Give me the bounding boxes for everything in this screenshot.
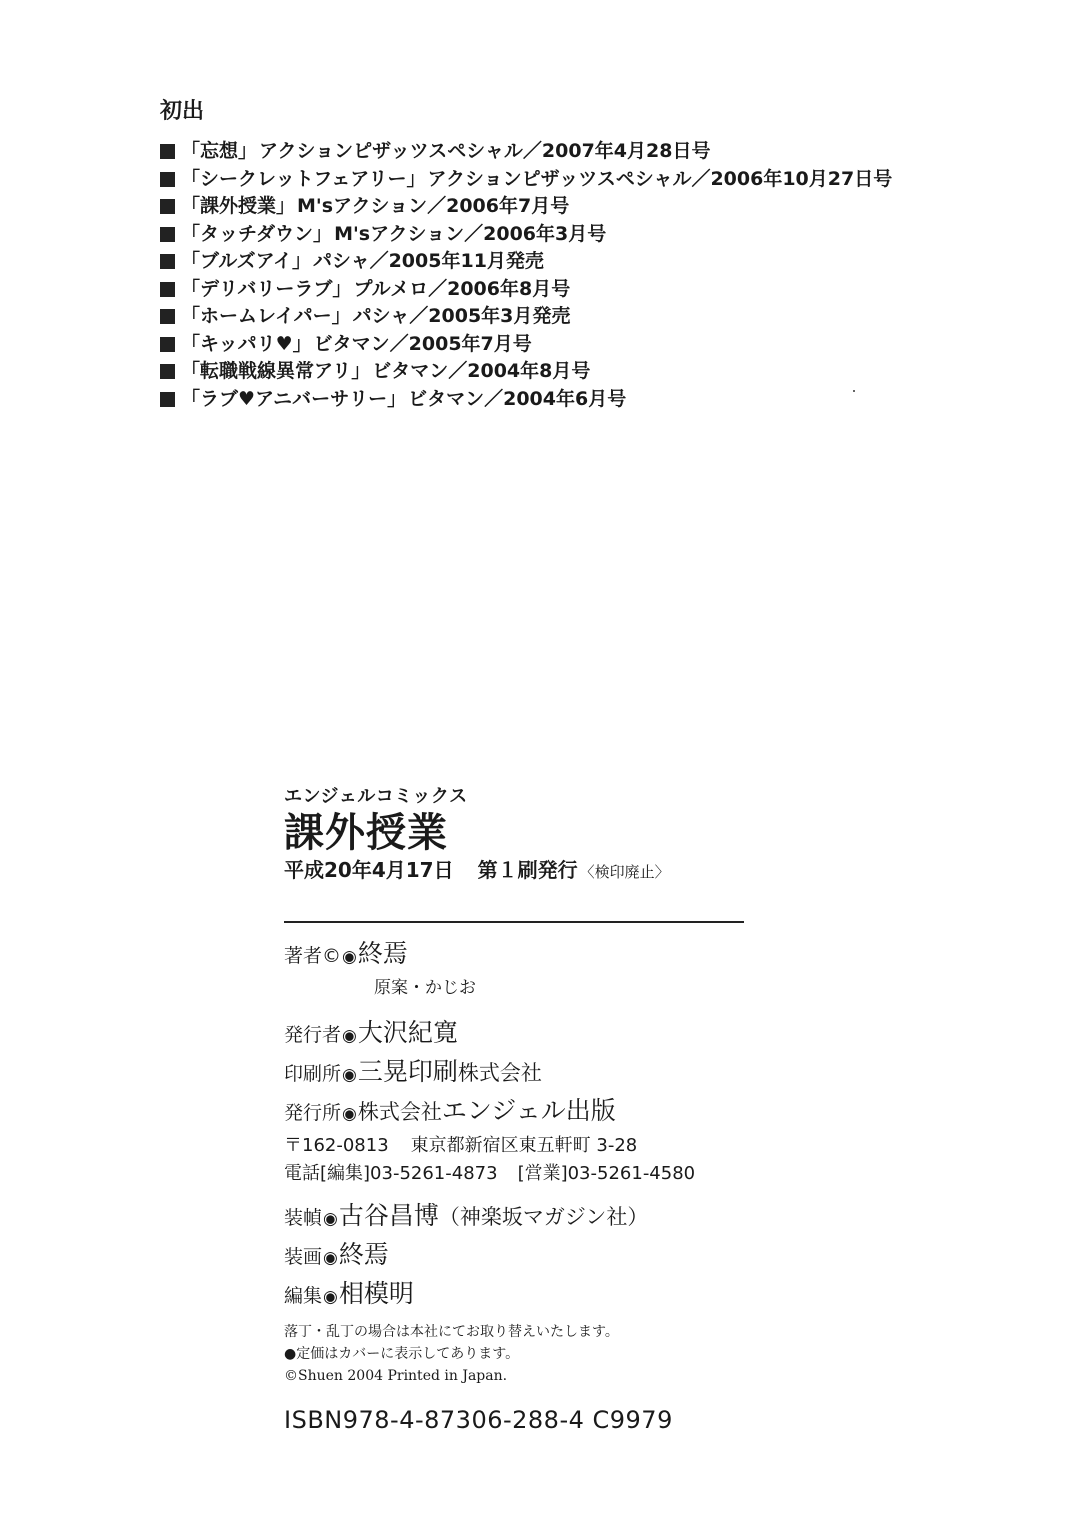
- author-name: 終焉: [357, 939, 408, 968]
- story-venue: プルメロ／2006年8月号: [353, 277, 571, 300]
- story-venue: ビタマン／2004年8月号: [372, 360, 591, 382]
- designer-affiliation: （神楽坂マガジン社）: [438, 1205, 649, 1229]
- design-row: [284, 1198, 1044, 1237]
- defect-notice: 落丁・乱丁の場合は本社にてお取り替えいたします。: [284, 1324, 619, 1340]
- bullseye-icon: ◉: [323, 1248, 338, 1268]
- original-story-credit: 原案・かじお: [374, 978, 476, 998]
- square-bullet-icon: [160, 172, 175, 187]
- publisher-label: 発行者: [284, 1024, 342, 1046]
- list-item: [160, 221, 892, 249]
- square-bullet-icon: [160, 364, 175, 379]
- story-title: 「忘想」: [181, 140, 258, 162]
- phone-sales: [営業]03-5261-4580: [517, 1163, 696, 1184]
- publisher-row: [284, 1015, 1044, 1054]
- author-label: 著者©: [284, 945, 342, 967]
- edition-line: [284, 856, 1044, 886]
- isbn: ISBN978-4-87306-288-4 C9979: [284, 1406, 673, 1434]
- list-item: [160, 331, 892, 359]
- story-title: 「課外授業」: [181, 195, 296, 217]
- editor-name: 相模明: [338, 1279, 414, 1308]
- square-bullet-icon: [160, 337, 175, 352]
- bullseye-icon: ◉: [323, 1209, 338, 1229]
- phone-line: [284, 1160, 1044, 1188]
- story-venue: M'sアクション／2006年7月号: [297, 195, 570, 217]
- publishing-house-row: [284, 1093, 1044, 1132]
- designer-name: 古谷昌博: [338, 1201, 439, 1230]
- bullseye-icon: ◉: [342, 1065, 357, 1085]
- list-item: [160, 303, 892, 331]
- illustration-row: [284, 1237, 1044, 1276]
- publishing-house-name: エンジェル出版: [441, 1096, 616, 1125]
- story-venue: ビタマン／2004年6月号: [408, 387, 627, 410]
- edition-print: 第１刷発行: [477, 858, 578, 882]
- price-notice: ●定価はカバーに表示してあります。: [284, 1346, 520, 1362]
- postal-code: 〒162-0813: [284, 1135, 389, 1156]
- publishing-house-label: 発行所: [284, 1102, 342, 1124]
- story-title: 「ホームレイパー」: [181, 305, 351, 327]
- story-title: 「タッチダウン」: [181, 222, 333, 245]
- credits-block: [284, 936, 1044, 1435]
- printer-suffix: 株式会社: [457, 1061, 542, 1085]
- bullseye-icon: ◉: [342, 947, 357, 967]
- list-item: [160, 248, 892, 276]
- imprint-label: エンジェルコミックス: [284, 786, 468, 807]
- divider: [284, 921, 744, 923]
- story-venue: ビタマン／2005年7月号: [313, 332, 532, 355]
- square-bullet-icon: [160, 392, 175, 407]
- notes-block: [284, 1321, 1044, 1387]
- phone-editorial: [編集]03-5261-4873: [320, 1163, 498, 1184]
- illustration-label: 装画: [284, 1246, 323, 1268]
- story-venue: パシャ／2005年3月発売: [352, 305, 571, 327]
- story-venue: M'sアクション／2006年3月号: [334, 222, 607, 245]
- square-bullet-icon: [160, 144, 175, 159]
- list-item: [160, 276, 892, 304]
- square-bullet-icon: [160, 309, 175, 324]
- story-title: 「シークレットフェアリー」: [181, 167, 426, 190]
- list-item: [160, 193, 892, 221]
- address: 東京都新宿区東五軒町 3-28: [410, 1135, 638, 1156]
- colophon-section: [284, 786, 1044, 1434]
- list-item: [160, 138, 892, 166]
- book-title: 課外授業: [284, 810, 448, 856]
- address-line: [284, 1132, 1044, 1160]
- square-bullet-icon: [160, 227, 175, 242]
- printer-label: 印刷所: [284, 1063, 342, 1085]
- square-bullet-icon: [160, 199, 175, 214]
- list-item: [160, 166, 892, 194]
- printer-name: 三晃印刷: [357, 1057, 458, 1086]
- editor-label: 編集: [284, 1285, 323, 1307]
- story-title: 「ブルズアイ」: [181, 250, 311, 272]
- editor-row: [284, 1276, 1044, 1315]
- list-item: [160, 358, 892, 386]
- publishing-house-prefix: 株式会社: [357, 1100, 442, 1124]
- story-venue: パシャ／2005年11月発売: [312, 250, 544, 272]
- first-publication-heading: 初出: [160, 99, 205, 124]
- phone-label: 電話: [284, 1163, 320, 1184]
- bullseye-icon: ◉: [342, 1104, 357, 1124]
- story-venue: アクションピザッツスペシャル／2007年4月28日号: [259, 140, 711, 162]
- edition-date: 平成20年4月17日: [284, 858, 454, 882]
- first-publication-section: [160, 98, 892, 413]
- square-bullet-icon: [160, 282, 175, 297]
- copyright-notice: ©Shuen 2004 Printed in Japan.: [284, 1368, 508, 1384]
- bullseye-icon: ◉: [323, 1287, 338, 1307]
- list-item: [160, 386, 892, 414]
- story-title: 「デリバリーラブ」: [181, 277, 352, 300]
- story-title: 「ラブ♥アニバーサリー」: [181, 387, 407, 410]
- printer-row: [284, 1054, 1044, 1093]
- story-title: 「キッパリ♥」: [181, 332, 312, 355]
- story-venue: アクションピザッツスペシャル／2006年10月27日号: [427, 167, 893, 190]
- design-label: 装幀: [284, 1207, 323, 1229]
- author-row: [284, 936, 1044, 975]
- publisher-name: 大沢紀寛: [357, 1018, 458, 1047]
- illustrator-name: 終焉: [338, 1240, 389, 1269]
- story-title: 「転職戦線異常アリ」: [181, 360, 371, 382]
- square-bullet-icon: [160, 254, 175, 269]
- bullseye-icon: ◉: [342, 1026, 357, 1046]
- edition-note: 〈検印廃止〉: [579, 863, 670, 881]
- first-publication-list: [160, 138, 892, 413]
- stray-ink-dot: [853, 390, 855, 392]
